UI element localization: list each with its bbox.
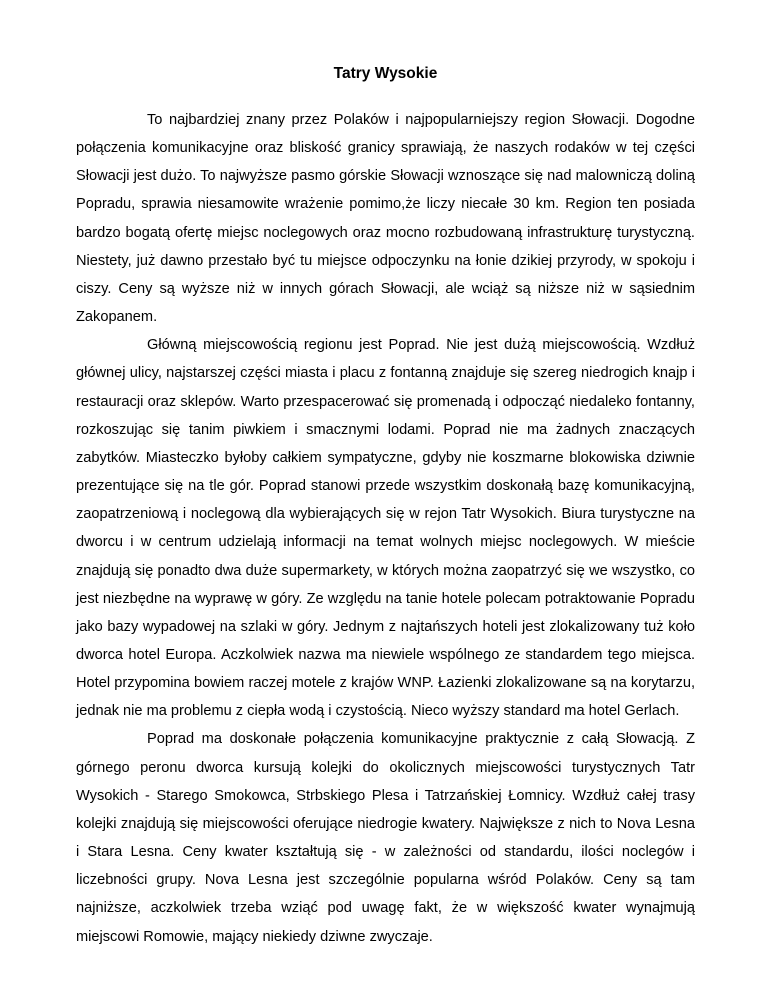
paragraph-poprad: Główną miejscowością regionu jest Poprad. Nie jest dużą miejscowością. Wzdłuż głównej ulicy, najstarszej części miasta i placu z fontanną znajduje się szereg niedrogich knajp i restauracji oraz sklepów. Warto przespacerować się promenadą i odpocząć niedaleko fontanny, rozkoszując się tanim piwkiem i smacznymi lodami. Poprad nie ma żadnych znaczących zabytków. Miasteczko byłoby całkiem sympatyczne, gdyby nie koszmarne blokowiska dziwnie prezentujące się na tle gór. Poprad stanowi przede wszystkim doskonałą bazę komunikacyjną, zaopatrzeniową i noclegową dla wybierających się w rejon Tatr Wysokich. Biura turystyczne na dworcu i w centrum udzielają informacji na temat wolnych miejsc noclegowych. W mieście znajdują się ponadto dwa duże supermarkety, w których można zaopatrzyć się we wszystko, co jest niezbędne na wyprawę w góry. Ze względu na tanie hotele polecam potraktowanie Popradu jako bazy wypadowej na szlaki w góry. Jednym z najtańszych hoteli jest zlokalizowany tuż koło dworca hotel Europa. Aczkolwiek nazwa ma niewiele wspólnego ze standardem tego miejsca. Hotel przypomina bowiem raczej motele z krajów WNP. Łazienki zlokalizowane są na korytarzu, jednak nie ma problemu z ciepła wodą i czystością. Nieco wyższy standard ma hotel Gerlach. <box>76 337 695 720</box>
document-title: Tatry Wysokie <box>333 65 438 82</box>
paragraph-transport: Poprad ma doskonałe połączenia komunikacyjne praktycznie z całą Słowacją. Z górnego peronu dworca kursują kolejki do okolicznych miejscowości turystycznych Tatr Wysokich - Starego Smokowca, Strbskiego Plesa i Tatrzańskiej Łomnicy. Wzdłuż całej trasy kolejki znajdują się miejscowości oferujące niedrogie kwatery. Największe z nich to Nova Lesna i Stara Lesna. Ceny kwater kształtują się - w zależności od standardu, ilości noclegów i liczebności grupy. Nova Lesna jest szczególnie popularna wśród Polaków. Ceny są tam najniższe, aczkolwiek trzeba wziąć pod uwagę fakt, że w większość kwater wynajmują miejscowi Romowie, mający niekiedy dziwne zwyczaje. <box>76 731 695 945</box>
paragraph-intro: To najbardziej znany przez Polaków i najpopularniejszy region Słowacji. Dogodne połączenia komunikacyjne oraz bliskość granicy sprawiają, że naszych rodaków w tej części Słowacji jest dużo. To najwyższe pasmo górskie Słowacji wznoszące się nad malowniczą doliną Popradu, sprawia niesamowite wrażenie pomimo,że liczy niecałe 30 km. Region ten posiada bardzo bogatą ofertę miejsc noclegowych oraz mocno rozbudowaną infrastrukturę turystyczną. Niestety, już dawno przestało być tu miejsce odpoczynku na łonie dzikiej przyrody, w spokoju i ciszy. Ceny są wyższe niż w innych górach Słowacji, ale wciąż są niższe niż w sąsiednim Zakopanem. <box>76 112 695 326</box>
document-page <box>76 64 695 951</box>
